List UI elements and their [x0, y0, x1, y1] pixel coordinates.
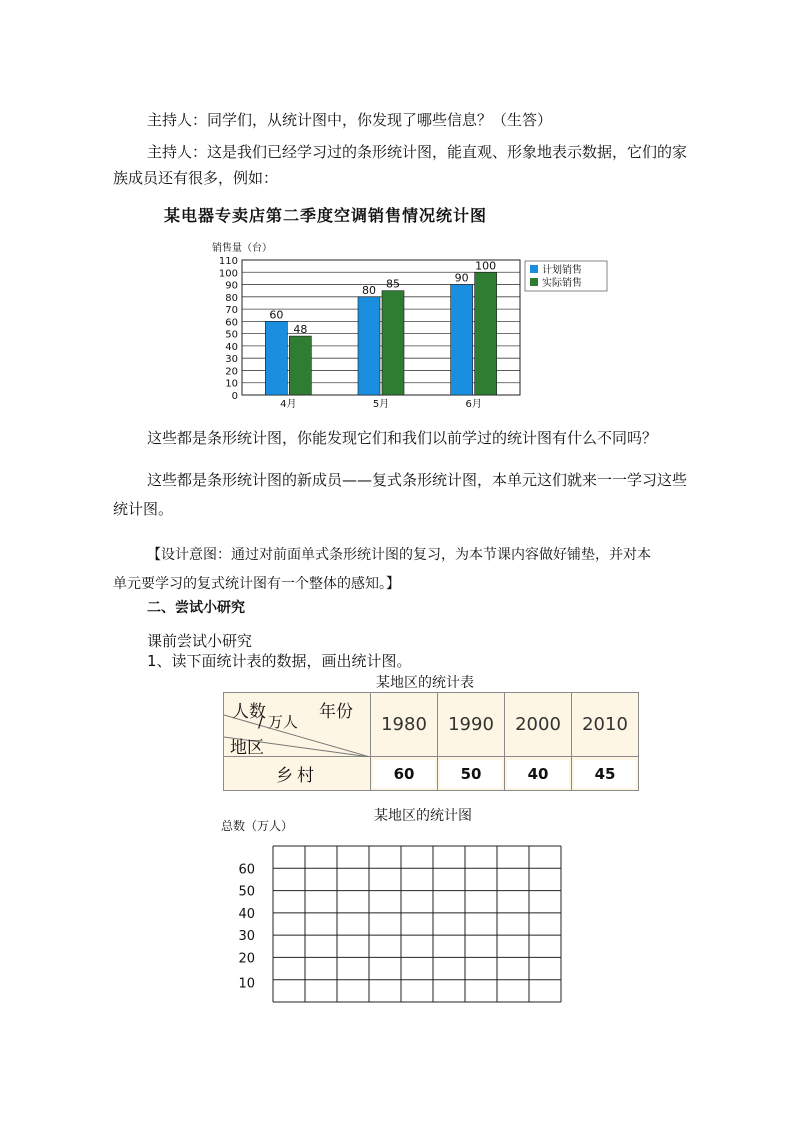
y-tick-label: 10	[225, 378, 238, 390]
year-1990: 1990	[438, 693, 505, 757]
bar-计划销售	[265, 321, 287, 395]
y-tick-label: 40	[225, 341, 238, 353]
table-title: 某地区的统计表	[376, 675, 474, 691]
table-diagonal-header: 人数 / 万人 年份 地区	[224, 693, 371, 757]
x-category-label: 4月	[280, 399, 297, 410]
question-difference: 这些都是条形统计图，你能发现它们和我们以前学过的统计图有什么不同吗？	[147, 429, 658, 447]
sales-bar-chart	[200, 236, 660, 421]
bar-value-label: 85	[386, 277, 400, 291]
host-explanation-line1: 主持人：这是我们已经学习过的条形统计图，能直观、形象地表示数据，它们的家	[147, 143, 688, 161]
value-1980: 60	[371, 757, 438, 791]
task1-instruction: 1、读下面统计表的数据，画出统计图。	[147, 652, 412, 670]
new-member-line2: 统计图。	[113, 500, 174, 518]
host-question: 主持人：同学们，从统计图中，你发现了哪些信息？（生答）	[147, 111, 553, 129]
year-2010: 2010	[572, 693, 639, 757]
y-tick-label: 30	[238, 929, 255, 945]
y-tick-label: 60	[225, 317, 238, 329]
bar-实际销售	[475, 272, 497, 395]
new-member-line1: 这些都是条形统计图的新成员——复式条形统计图，本单元这们就来一一学习这些	[147, 471, 688, 489]
legend-label: 计划销售	[542, 265, 582, 276]
y-tick-label: 50	[225, 329, 238, 341]
bar-计划销售	[358, 297, 380, 395]
x-category-label: 5月	[372, 399, 390, 410]
y-tick-label: 40	[238, 906, 255, 922]
value-2010: 45	[572, 757, 639, 791]
bar-value-label: 60	[269, 308, 284, 322]
legend-swatch	[530, 265, 538, 273]
y-tick-label: 10	[238, 976, 255, 992]
value-2000: 40	[505, 757, 572, 791]
legend-label: 实际销售	[542, 278, 582, 289]
x-category-label: 6月	[465, 399, 482, 410]
year-2000: 2000	[505, 693, 572, 757]
design-intent: 【设计意图：通过对前面单式条形统计图的复习，为本节课内容做好铺垫，并对本 单元要学习的复式统计图有一个整体的感知。】	[113, 547, 651, 592]
y-tick-label: 80	[225, 292, 238, 304]
y-tick-label: 70	[225, 305, 238, 317]
y-tick-label: 100	[218, 268, 238, 280]
chart1-ylabel: 销售量（台）	[212, 243, 272, 254]
bar-value-label: 90	[454, 271, 469, 285]
row-label-village: 乡村	[224, 757, 371, 791]
section2-heading: 二、尝试小研究	[147, 600, 245, 616]
bar-value-label: 100	[475, 259, 497, 273]
chart1-title: 某电器专卖店第二季度空调销售情况统计图	[164, 206, 488, 225]
y-tick-label: 110	[218, 256, 238, 267]
statistics-table	[223, 692, 639, 791]
year-1980: 1980	[371, 693, 438, 757]
bar-实际销售	[382, 291, 404, 395]
y-tick-label: 30	[225, 354, 238, 366]
y-tick-label: 20	[238, 951, 255, 967]
y-tick-label: 20	[225, 366, 238, 378]
bar-实际销售	[289, 336, 311, 395]
chart2-ylabel: 总数（万人）	[221, 819, 294, 833]
chart2-title: 某地区的统计图	[374, 808, 472, 824]
value-1990: 50	[438, 757, 505, 791]
y-tick-label: 90	[225, 280, 238, 292]
bar-value-label: 80	[362, 283, 376, 297]
legend-swatch	[530, 278, 538, 286]
host-explanation-line2: 族成员还有很多，例如：	[113, 169, 279, 187]
bar-计划销售	[451, 285, 473, 395]
y-tick-label: 60	[238, 862, 255, 878]
y-tick-label: 0	[231, 391, 238, 402]
y-tick-label: 50	[238, 884, 255, 900]
pre-study-heading: 课前尝试小研究	[147, 632, 253, 650]
empty-grid-chart	[230, 840, 590, 1010]
bar-value-label: 48	[293, 323, 308, 337]
